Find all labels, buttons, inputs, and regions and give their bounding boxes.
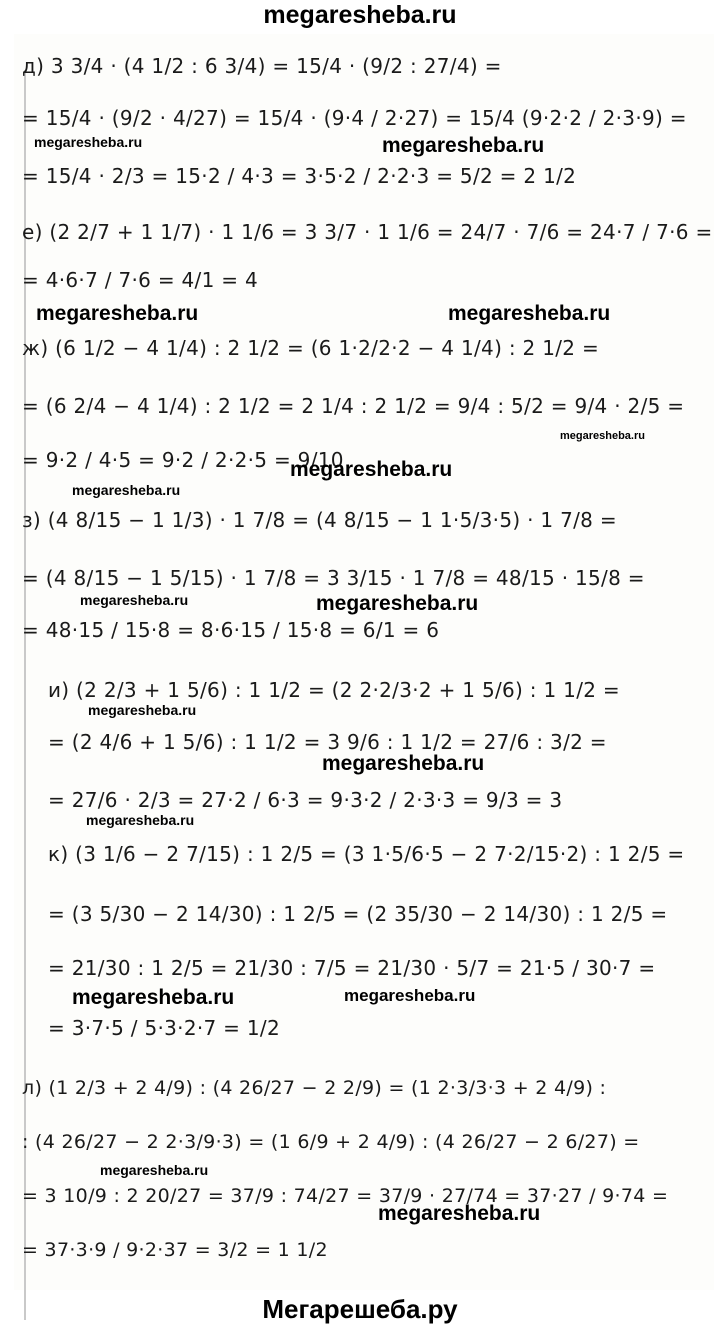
watermark: megaresheba.ru bbox=[448, 302, 611, 325]
solution-zh-line-1: ж) (6 1/2 − 4 1/4) : 2 1/2 = (6 1·2/2·2 − 4 1/4) : 2 1/2 = bbox=[22, 336, 600, 360]
site-header: megaresheba.ru bbox=[263, 1, 457, 29]
solution-zh-line-2: = (6 2/4 − 4 1/4) : 2 1/2 = 2 1/4 : 2 1/2 = 9/4 : 5/2 = 9/4 · 2/5 = bbox=[22, 394, 685, 418]
solution-l-line-1: л) (1 2/3 + 2 4/9) : (4 26/27 − 2 2/9) = (1 2·3/3·3 + 2 4/9) : bbox=[22, 1077, 607, 1099]
solution-z-line-2: = (4 8/15 − 1 5/15) · 1 7/8 = 3 3/15 · 1 7/8 = 48/15 · 15/8 = bbox=[22, 566, 645, 590]
watermark: megaresheba.ru bbox=[72, 482, 181, 498]
solution-i-line-3: = 27/6 · 2/3 = 27·2 / 6·3 = 9·3·2 / 2·3·3 = 9/3 = 3 bbox=[48, 788, 563, 812]
watermark: megaresheba.ru bbox=[322, 752, 485, 775]
solution-l-line-4: = 37·3·9 / 9·2·37 = 3/2 = 1 1/2 bbox=[22, 1239, 328, 1261]
solution-l-line-3: = 3 10/9 : 2 20/27 = 37/9 : 74/27 = 37/9 · 27/74 = 37·27 / 9·74 = bbox=[22, 1185, 669, 1207]
watermark: megaresheba.ru bbox=[290, 458, 453, 481]
solution-d-line-2: = 15/4 · (9/2 · 4/27) = 15/4 · (9·4 / 2·27) = 15/4 (9·2·2 / 2·3·9) = bbox=[22, 106, 687, 130]
watermark: megaresheba.ru bbox=[88, 702, 197, 718]
site-footer: Мегарешеба.ру bbox=[262, 1294, 458, 1324]
watermark: megaresheba.ru bbox=[378, 1202, 541, 1225]
watermark: megaresheba.ru bbox=[34, 134, 143, 150]
watermark: megaresheba.ru bbox=[86, 812, 195, 828]
watermark: megaresheba.ru bbox=[382, 134, 545, 157]
solution-e-line-1: е) (2 2/7 + 1 1/7) · 1 1/6 = 3 3/7 · 1 1/6 = 24/7 · 7/6 = 24·7 / 7·6 = bbox=[22, 220, 713, 244]
solution-i-line-1: и) (2 2/3 + 1 5/6) : 1 1/2 = (2 2·2/3·2 + 1 5/6) : 1 1/2 = bbox=[48, 678, 620, 702]
watermark: megaresheba.ru bbox=[100, 1162, 209, 1178]
solution-k-line-4: = 3·7·5 / 5·3·2·7 = 1/2 bbox=[48, 1016, 280, 1040]
solution-d-line-3: = 15/4 · 2/3 = 15·2 / 4·3 = 3·5·2 / 2·2·3 = 5/2 = 2 1/2 bbox=[22, 164, 577, 188]
watermark: megaresheba.ru bbox=[72, 986, 235, 1009]
solution-zh-line-3: = 9·2 / 4·5 = 9·2 / 2·2·5 = 9/10 bbox=[22, 448, 344, 472]
solution-e-line-2: = 4·6·7 / 7·6 = 4/1 = 4 bbox=[22, 268, 259, 292]
solution-d-line-1: д) 3 3/4 · (4 1/2 : 6 3/4) = 15/4 · (9/2 : 27/4) = bbox=[22, 54, 502, 78]
solution-i-line-2: = (2 4/6 + 1 5/6) : 1 1/2 = 3 9/6 : 1 1/2 = 27/6 : 3/2 = bbox=[48, 730, 607, 754]
solution-k-line-2: = (3 5/30 − 2 14/30) : 1 2/5 = (2 35/30 − 2 14/30) : 1 2/5 = bbox=[48, 902, 668, 926]
solution-l-line-2: : (4 26/27 − 2 2·3/9·3) = (1 6/9 + 2 4/9) : (4 26/27 − 2 6/27) = bbox=[22, 1131, 640, 1153]
solution-z-line-1: з) (4 8/15 − 1 1/3) · 1 7/8 = (4 8/15 − 1 1·5/3·5) · 1 7/8 = bbox=[22, 508, 617, 532]
watermark: megaresheba.ru bbox=[560, 430, 645, 442]
watermark: megaresheba.ru bbox=[36, 302, 199, 325]
watermark: megaresheba.ru bbox=[344, 986, 476, 1005]
watermark: megaresheba.ru bbox=[80, 592, 189, 608]
solution-k-line-1: к) (3 1/6 − 2 7/15) : 1 2/5 = (3 1·5/6·5 − 2 7·2/15·2) : 1 2/5 = bbox=[48, 842, 685, 866]
solution-z-line-3: = 48·15 / 15·8 = 8·6·15 / 15·8 = 6/1 = 6 bbox=[22, 618, 440, 642]
solution-k-line-3: = 21/30 : 1 2/5 = 21/30 : 7/5 = 21/30 · 5/7 = 21·5 / 30·7 = bbox=[48, 956, 656, 980]
watermark: megaresheba.ru bbox=[316, 592, 479, 615]
